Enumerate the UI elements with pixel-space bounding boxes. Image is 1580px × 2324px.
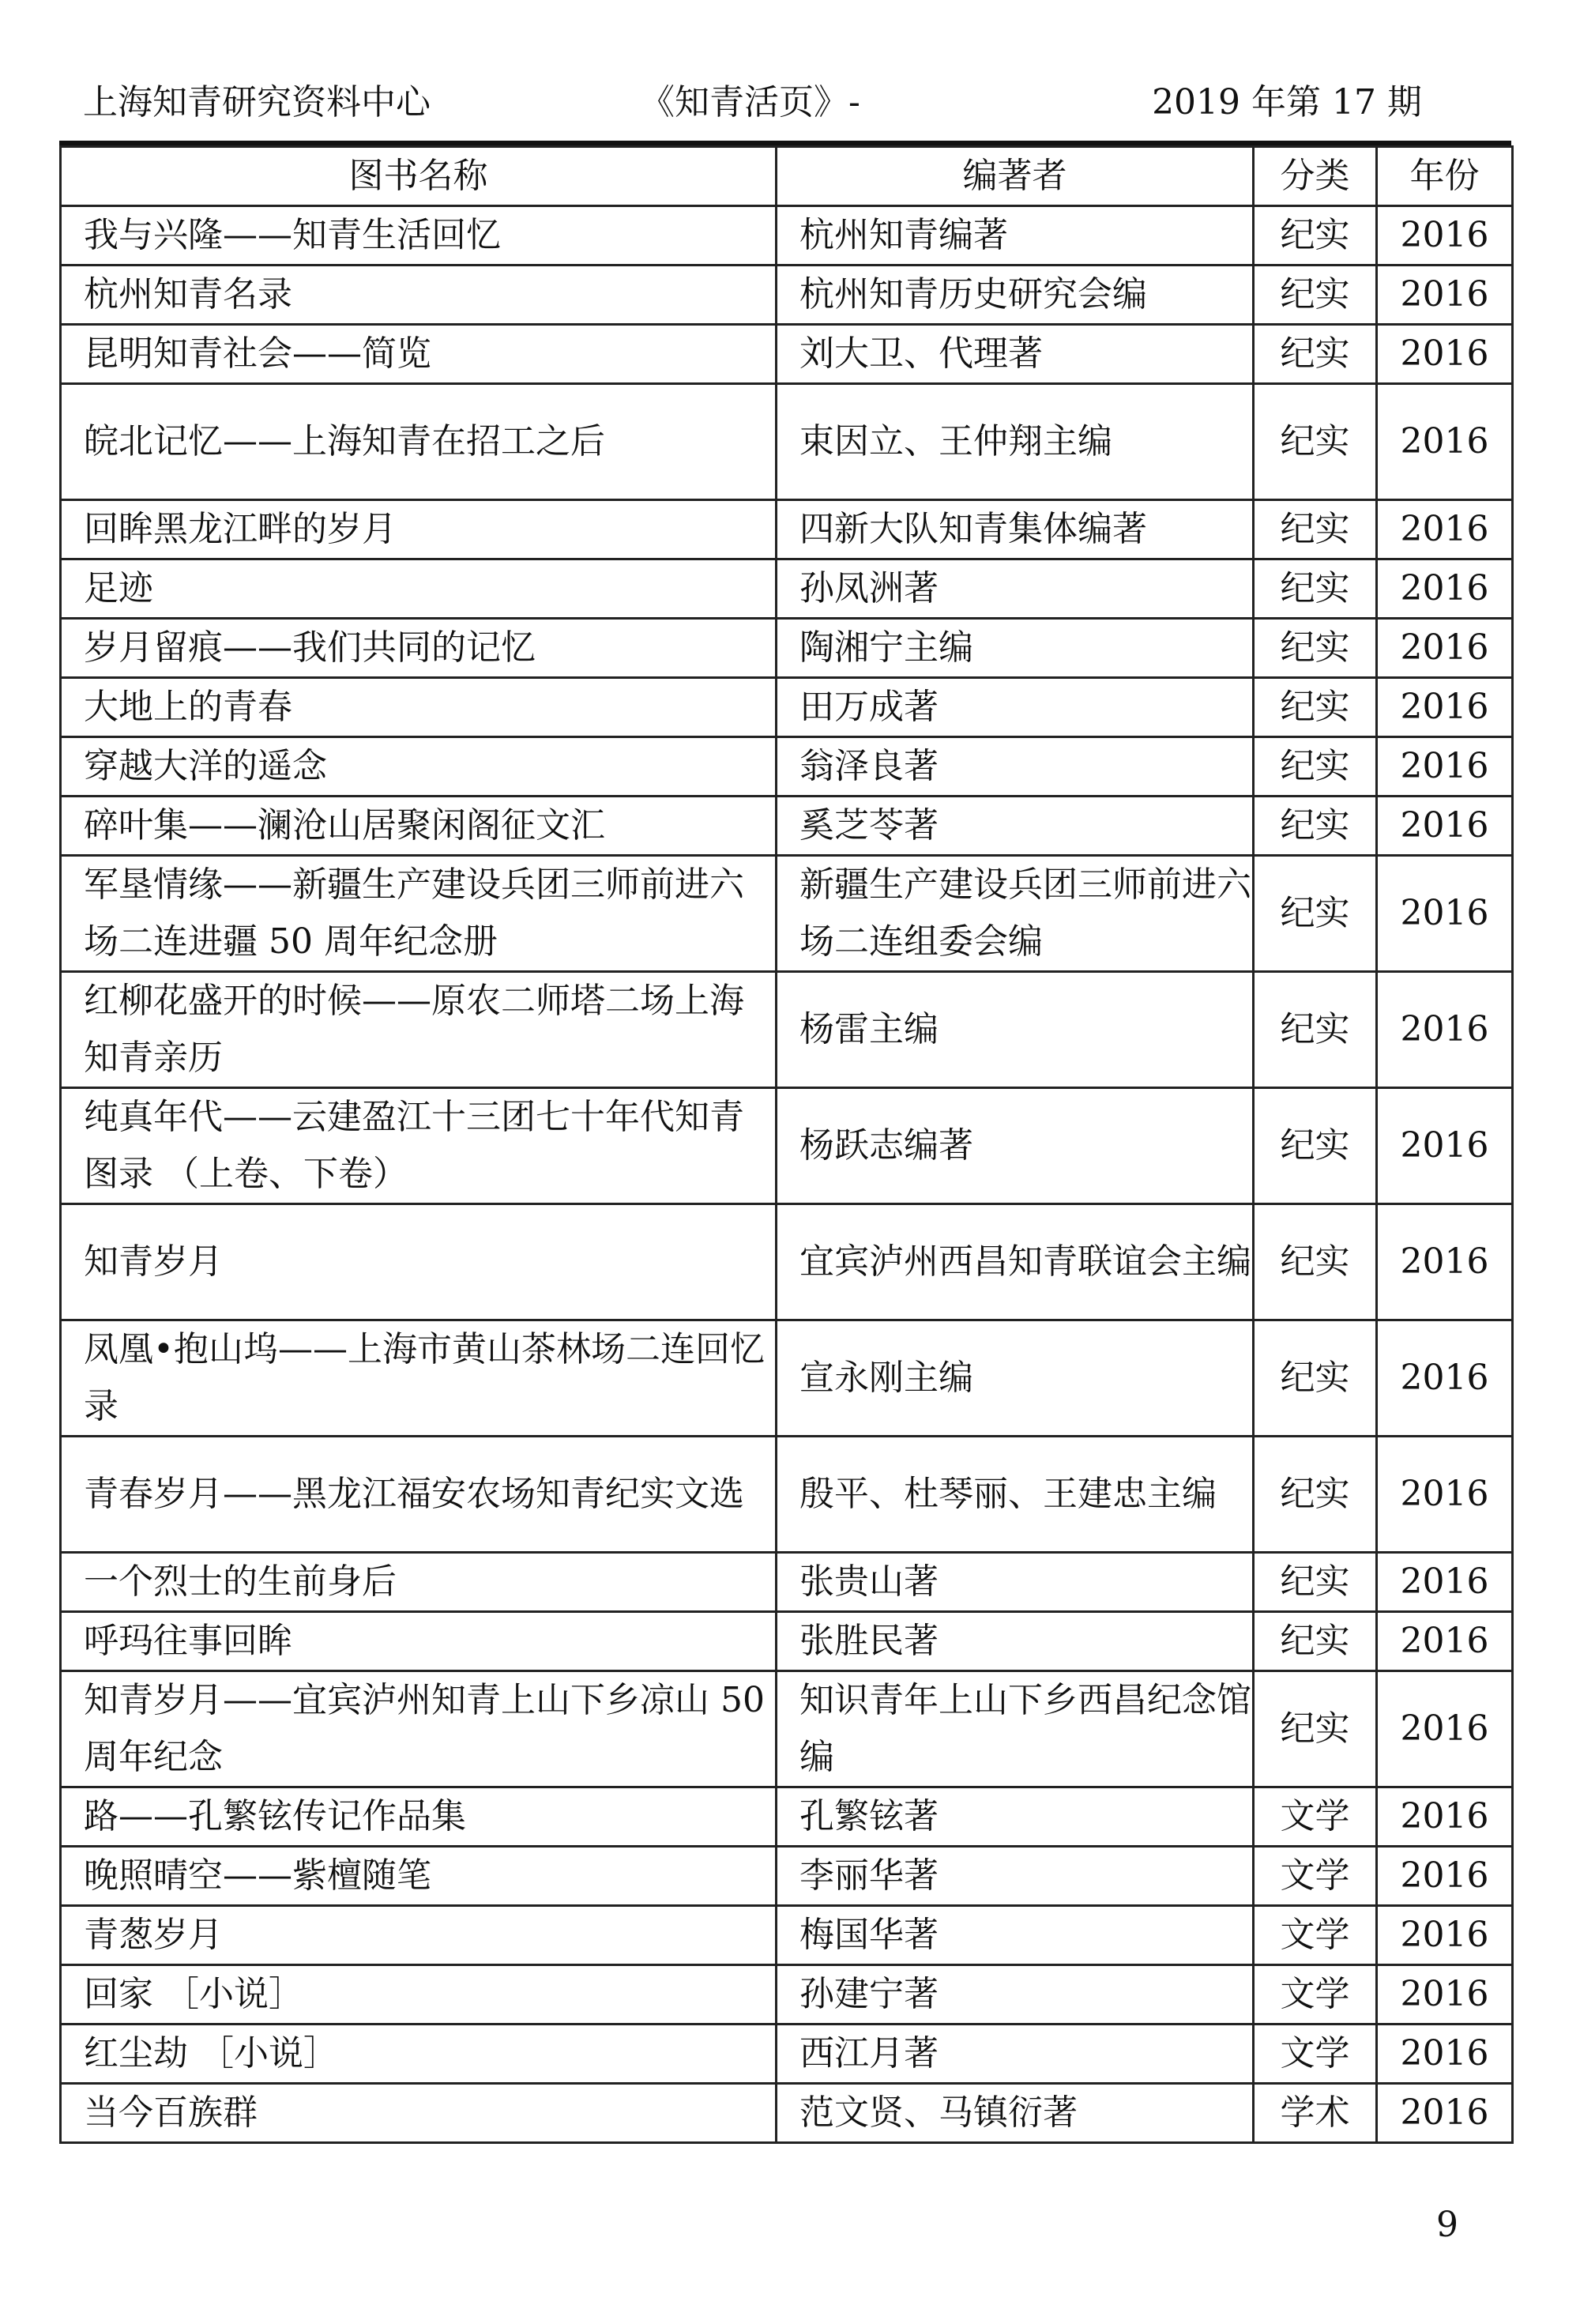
book-category: 文学 — [1254, 2025, 1377, 2084]
book-category: 纪实 — [1254, 500, 1377, 559]
book-category: 纪实 — [1254, 972, 1377, 1088]
book-title: 皖北记忆——上海知青在招工之后 — [61, 384, 777, 500]
book-author: 束因立、王仲翔主编 — [777, 384, 1254, 500]
book-title: 我与兴隆——知青生活回忆 — [61, 206, 777, 266]
book-title: 晚照晴空——紫檀随笔 — [61, 1847, 777, 1906]
book-year: 2016 — [1377, 500, 1513, 559]
book-title: 穿越大洋的遥念 — [61, 737, 777, 797]
book-title: 一个烈士的生前身后 — [61, 1553, 777, 1612]
book-category: 纪实 — [1254, 1320, 1377, 1437]
book-year: 2016 — [1377, 1847, 1513, 1906]
book-category: 纪实 — [1254, 856, 1377, 972]
table-row — [61, 2084, 1513, 2143]
book-author: 孔繁铉著 — [777, 1787, 1254, 1847]
book-category: 纪实 — [1254, 797, 1377, 856]
book-year: 2016 — [1377, 1965, 1513, 2025]
book-category: 纪实 — [1254, 266, 1377, 325]
book-title: 岁月留痕——我们共同的记忆 — [61, 619, 777, 678]
column-header-year: 年份 — [1377, 147, 1513, 206]
book-year: 2016 — [1377, 1671, 1513, 1787]
table-row — [61, 737, 1513, 797]
book-year: 2016 — [1377, 737, 1513, 797]
book-category: 纪实 — [1254, 1204, 1377, 1320]
table-row — [61, 856, 1513, 972]
book-title: 青葱岁月 — [61, 1906, 777, 1965]
book-year: 2016 — [1377, 1612, 1513, 1671]
table-row — [61, 1847, 1513, 1906]
book-title: 红尘劫 ［小说］ — [61, 2025, 777, 2084]
book-year: 2016 — [1377, 972, 1513, 1088]
book-title: 知青岁月——宜宾泸州知青上山下乡凉山 50 周年纪念 — [61, 1671, 777, 1787]
book-title: 昆明知青社会——简览 — [61, 325, 777, 384]
book-author: 范文贤、马镇衍著 — [777, 2084, 1254, 2143]
table-row — [61, 972, 1513, 1088]
book-title: 回家 ［小说］ — [61, 1965, 777, 2025]
book-title: 大地上的青春 — [61, 678, 777, 737]
book-year: 2016 — [1377, 1906, 1513, 1965]
book-year: 2016 — [1377, 384, 1513, 500]
column-header-title: 图书名称 — [61, 147, 777, 206]
book-author: 西江月著 — [777, 2025, 1254, 2084]
column-header-category: 分类 — [1254, 147, 1377, 206]
book-category: 纪实 — [1254, 384, 1377, 500]
table-row — [61, 1671, 1513, 1787]
table-row — [61, 266, 1513, 325]
book-category: 纪实 — [1254, 325, 1377, 384]
book-year: 2016 — [1377, 1088, 1513, 1204]
book-author: 张贵山著 — [777, 1553, 1254, 1612]
book-author: 杨跃志编著 — [777, 1088, 1254, 1204]
book-category: 纪实 — [1254, 1437, 1377, 1553]
table-row — [61, 1787, 1513, 1847]
table-row — [61, 1320, 1513, 1437]
book-author: 四新大队知青集体编著 — [777, 500, 1254, 559]
book-year: 2016 — [1377, 1204, 1513, 1320]
book-title: 呼玛往事回眸 — [61, 1612, 777, 1671]
book-author: 知识青年上山下乡西昌纪念馆编 — [777, 1671, 1254, 1787]
book-title: 青春岁月——黑龙江福安农场知青纪实文选 — [61, 1437, 777, 1553]
table-row — [61, 384, 1513, 500]
book-title: 纯真年代——云建盈江十三团七十年代知青图录 （上卷、下卷） — [61, 1088, 777, 1204]
publication-name: 《知青活页》- — [640, 82, 860, 122]
book-category: 纪实 — [1254, 1088, 1377, 1204]
issue-label: 2019 年第 17 期 — [1152, 82, 1422, 122]
book-author: 宣永刚主编 — [777, 1320, 1254, 1437]
book-author: 杭州知青历史研究会编 — [777, 266, 1254, 325]
book-author: 孙建宁著 — [777, 1965, 1254, 2025]
book-year: 2016 — [1377, 559, 1513, 619]
book-year: 2016 — [1377, 797, 1513, 856]
table-row — [61, 1906, 1513, 1965]
book-category: 文学 — [1254, 1847, 1377, 1906]
book-category: 纪实 — [1254, 1671, 1377, 1787]
book-author: 宜宾泸州西昌知青联谊会主编 — [777, 1204, 1254, 1320]
table-row — [61, 619, 1513, 678]
book-category: 纪实 — [1254, 559, 1377, 619]
table-row — [61, 2025, 1513, 2084]
book-category: 纪实 — [1254, 1612, 1377, 1671]
table-row — [61, 325, 1513, 384]
book-author: 殷平、杜琴丽、王建忠主编 — [777, 1437, 1254, 1553]
book-year: 2016 — [1377, 619, 1513, 678]
book-year: 2016 — [1377, 206, 1513, 266]
book-category: 文学 — [1254, 1965, 1377, 2025]
book-year: 2016 — [1377, 678, 1513, 737]
table-row — [61, 1553, 1513, 1612]
book-title: 当今百族群 — [61, 2084, 777, 2143]
book-year: 2016 — [1377, 1553, 1513, 1612]
book-title: 碎叶集——澜沧山居聚闲阁征文汇 — [61, 797, 777, 856]
table-row — [61, 797, 1513, 856]
page-header — [79, 79, 1454, 134]
book-year: 2016 — [1377, 266, 1513, 325]
book-year: 2016 — [1377, 1787, 1513, 1847]
book-title: 军垦情缘——新疆生产建设兵团三师前进六场二连进疆 50 周年纪念册 — [61, 856, 777, 972]
book-author: 张胜民著 — [777, 1612, 1254, 1671]
table-row — [61, 1204, 1513, 1320]
book-category: 纪实 — [1254, 678, 1377, 737]
organization-name: 上海知青研究资料中心 — [83, 82, 431, 122]
book-year: 2016 — [1377, 1320, 1513, 1437]
table-row — [61, 1965, 1513, 2025]
book-title: 杭州知青名录 — [61, 266, 777, 325]
table-row — [61, 1612, 1513, 1671]
book-title: 足迹 — [61, 559, 777, 619]
book-category: 纪实 — [1254, 206, 1377, 266]
book-year: 2016 — [1377, 2025, 1513, 2084]
book-title: 回眸黑龙江畔的岁月 — [61, 500, 777, 559]
book-category: 文学 — [1254, 1906, 1377, 1965]
table-row — [61, 1088, 1513, 1204]
book-author: 刘大卫、代理著 — [777, 325, 1254, 384]
book-title: 红柳花盛开的时候——原农二师塔二场上海知青亲历 — [61, 972, 777, 1088]
book-year: 2016 — [1377, 1437, 1513, 1553]
book-author: 奚芝苓著 — [777, 797, 1254, 856]
book-author: 翁泽良著 — [777, 737, 1254, 797]
book-title: 凤凰•抱山坞——上海市黄山茶林场二连回忆录 — [61, 1320, 777, 1437]
book-author: 孙凤洲著 — [777, 559, 1254, 619]
book-category: 学术 — [1254, 2084, 1377, 2143]
table-row — [61, 678, 1513, 737]
book-author: 梅国华著 — [777, 1906, 1254, 1965]
book-title: 知青岁月 — [61, 1204, 777, 1320]
table-row — [61, 500, 1513, 559]
book-table — [59, 145, 1514, 2144]
book-author: 陶湘宁主编 — [777, 619, 1254, 678]
table-row — [61, 559, 1513, 619]
table-header-row — [61, 147, 1513, 206]
book-year: 2016 — [1377, 325, 1513, 384]
table-row — [61, 1437, 1513, 1553]
book-author: 李丽华著 — [777, 1847, 1254, 1906]
book-title: 路——孔繁铉传记作品集 — [61, 1787, 777, 1847]
book-author: 杨雷主编 — [777, 972, 1254, 1088]
book-year: 2016 — [1377, 2084, 1513, 2143]
book-year: 2016 — [1377, 856, 1513, 972]
book-category: 纪实 — [1254, 737, 1377, 797]
book-category: 纪实 — [1254, 1553, 1377, 1612]
book-author: 杭州知青编著 — [777, 206, 1254, 266]
table-row — [61, 206, 1513, 266]
book-category: 纪实 — [1254, 619, 1377, 678]
book-category: 文学 — [1254, 1787, 1377, 1847]
book-author: 田万成著 — [777, 678, 1254, 737]
column-header-author: 编著者 — [777, 147, 1254, 206]
page-number: 9 — [1436, 2205, 1458, 2245]
book-author: 新疆生产建设兵团三师前进六场二连组委会编 — [777, 856, 1254, 972]
